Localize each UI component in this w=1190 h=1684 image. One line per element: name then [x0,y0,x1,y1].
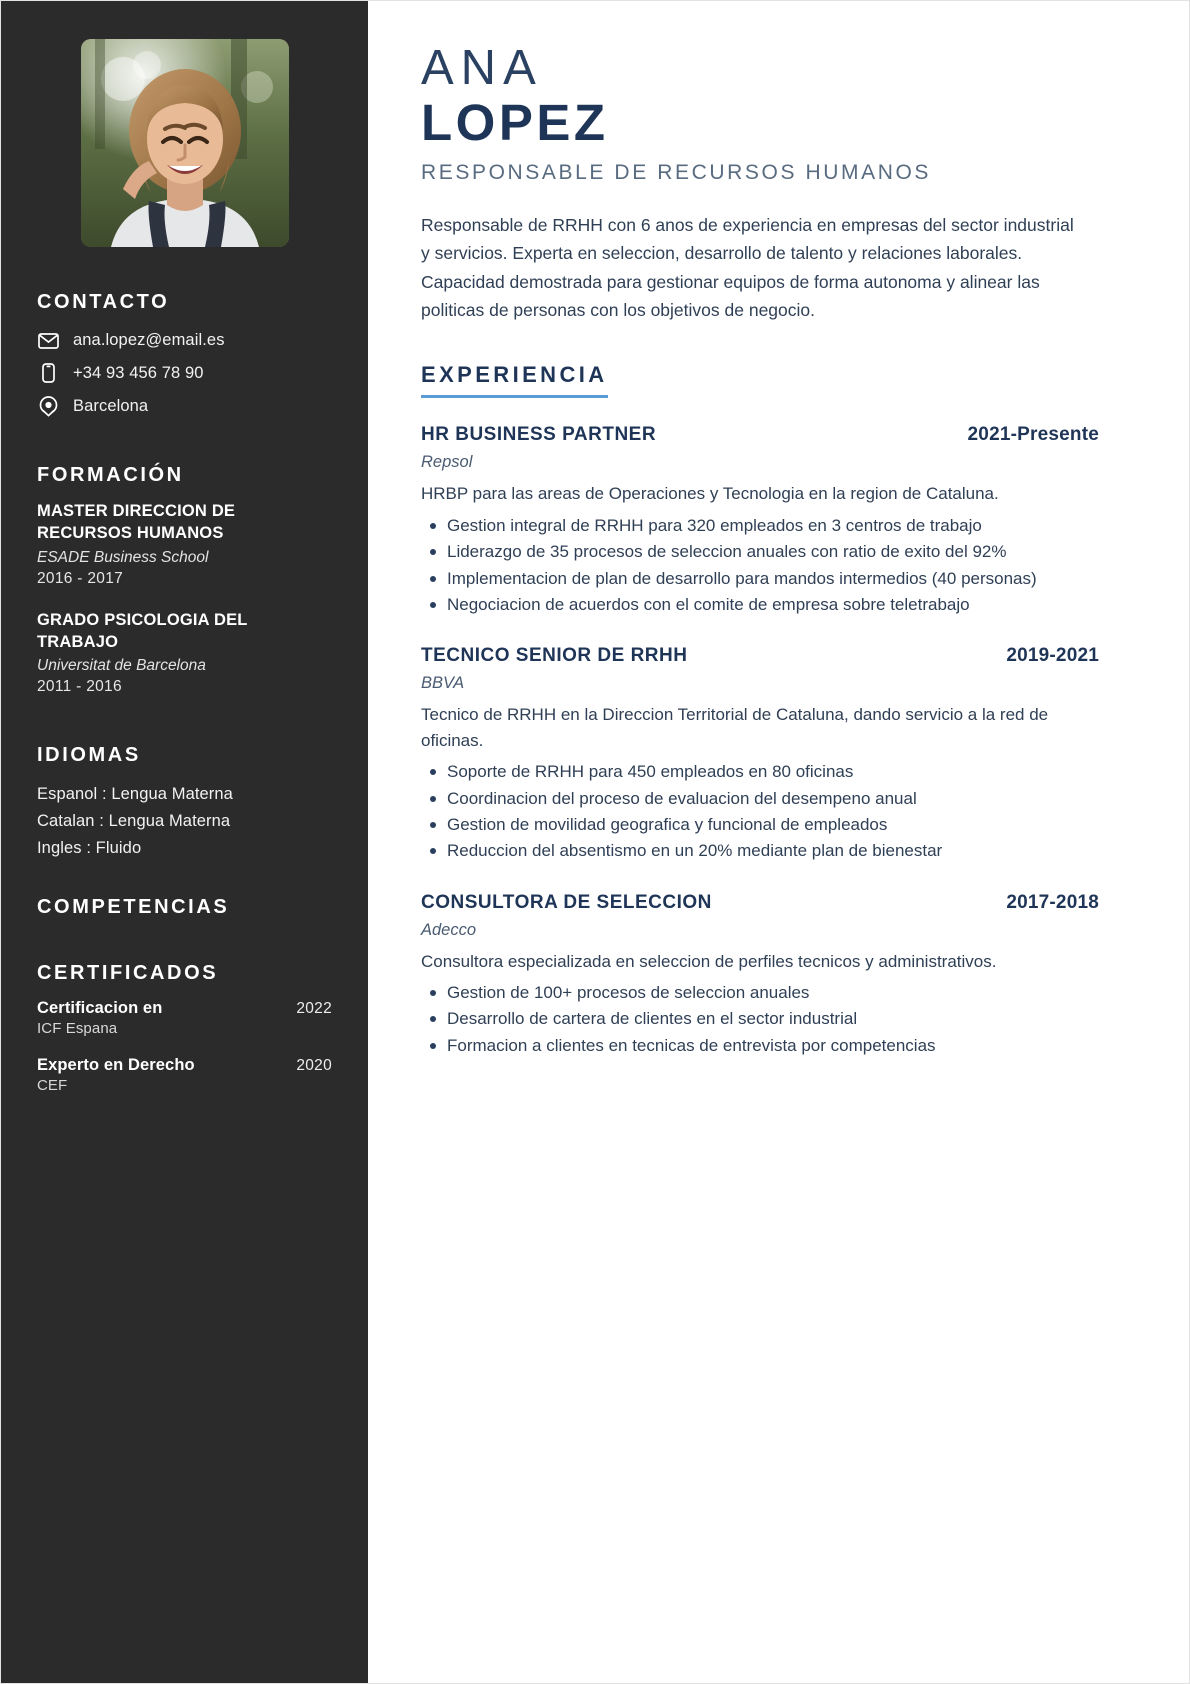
certificate-item [37,1056,332,1094]
education-dates: 2016 - 2017 [37,569,124,587]
certificate-name: Experto en Derecho [37,1055,195,1074]
certificates-heading: CERTIFICADOS [37,961,219,984]
experience-item [421,645,1099,864]
certificate-year: 2022 [296,999,332,1017]
experience-description: HRBP para las areas de Operaciones y Tecnologia en la region de Cataluna. [421,484,999,504]
experience-bullet: Gestion de movilidad geografica y funcional de empleados [421,812,1099,838]
spacer [37,862,332,896]
experience-company: BBVA [421,674,465,693]
certificate-header [37,1056,332,1075]
first-name: ANA [421,41,543,95]
experience-item [421,892,1099,1060]
profile-photo [81,39,289,247]
language-item: Ingles : Fluido [37,838,142,857]
language-item: Catalan : Lengua Materna [37,812,231,831]
certificate-org: ICF Espana [37,1019,118,1037]
experience-description: Tecnico de RRHH en la Direccion Territorial de Cataluna, dando servicio a la red de oficinas. [421,705,1049,750]
experience-bullet-list [421,759,1099,864]
experience-bullet: Liderazgo de 35 procesos de seleccion anuales con ratio de exito del 92% [421,539,1099,565]
sidebar [1,1,368,1683]
experience-date: 2019-2021 [1006,645,1099,667]
spacer [37,430,332,464]
experience-bullet: Gestion de 100+ procesos de seleccion anuales [421,980,1099,1006]
experience-company: Adecco [421,920,477,939]
experience-role: TECNICO SENIOR DE RRHH [421,645,688,667]
last-name: LOPEZ [421,93,609,151]
language-item: Espanol : Lengua Materna [37,785,233,804]
education-title: GRADO PSICOLOGIA DEL TRABAJO [37,610,248,651]
contact-heading: CONTACTO [37,291,170,313]
certificate-item [37,999,332,1037]
experience-bullet: Formacion a clientes en tecnicas de entrevista por competencias [421,1033,1099,1059]
experience-bullet: Reduccion del absentismo en un 20% mediante plan de bienestar [421,838,1099,864]
experience-bullet-list [421,980,1099,1059]
location-pin-icon [37,396,59,417]
education-dates: 2011 - 2016 [37,678,122,696]
experience-bullet-list [421,513,1099,618]
certificate-year: 2020 [296,1056,332,1074]
experience-bullet: Implementacion de plan de desarrollo para mandos intermedios (40 personas) [421,566,1099,592]
profile-photo-image [81,39,289,247]
experience-heading: EXPERIENCIA [421,362,608,398]
experience-bullet: Negociacion de acuerdos con el comite de empresa sobre teletrabajo [421,592,1099,618]
contact-location-row[interactable] [37,396,332,417]
experience-role: HR BUSINESS PARTNER [421,424,657,446]
skills-heading: COMPETENCIAS [37,895,230,918]
experience-item [421,424,1099,618]
experience-description: Consultora especializada en seleccion de perfiles tecnicos y administrativos. [421,951,997,971]
sidebar-content [1,291,368,1094]
spacer [37,936,332,962]
experience-date: 2021-Presente [967,424,1099,446]
contact-location-value: Barcelona [73,397,149,415]
main-content [368,1,1189,1683]
experience-header [421,424,1099,446]
contact-phone-row[interactable] [37,363,332,383]
experience-bullet: Gestion integral de RRHH para 320 empleados en 3 centros de trabajo [421,513,1099,539]
contact-phone-value: +34 93 456 78 90 [73,363,204,382]
job-title: RESPONSABLE DE RECURSOS HUMANOS [421,160,932,184]
contact-email-value: ana.lopez@email.es [73,331,225,349]
spacer [37,718,332,744]
experience-bullet: Soporte de RRHH para 450 empleados en 80 oficinas [421,759,1099,785]
experience-bullet: Desarrollo de cartera de clientes en el sector industrial [421,1006,1099,1032]
envelope-icon [37,333,59,349]
education-item [37,610,332,697]
languages-heading: IDIOMAS [37,744,141,767]
certificate-header [37,999,332,1018]
experience-header [421,892,1099,914]
certificate-org: CEF [37,1076,68,1094]
education-school: ESADE Business School [37,548,209,566]
education-title: MASTER DIRECCION DE RECURSOS HUMANOS [37,502,236,542]
experience-date: 2017-2018 [1006,891,1099,913]
experience-role: CONSULTORA DE SELECCION [421,891,712,913]
experience-company: Repsol [421,453,473,472]
profile-summary: Responsable de RRHH con 6 anos de experiencia en empresas del sector industrial y servicios. Experta en seleccion, desarrollo de talento y relaciones laborales. Capacidad demostrada para gestionar equipos de forma autonoma y alinear las politicas de personas con los objetivos de negocio. [421,214,1074,321]
education-school: Universitat de Barcelona [37,657,206,675]
experience-bullet: Coordinacion del proceso de evaluacion del desempeno anual [421,786,1099,812]
education-heading: FORMACIÓN [37,464,184,486]
phone-icon [37,363,59,383]
education-item [37,501,332,588]
contact-email-row[interactable] [37,331,332,350]
profile-photo-wrapper [1,39,368,247]
experience-header [421,645,1099,667]
certificate-name: Certificacion en [37,998,163,1017]
